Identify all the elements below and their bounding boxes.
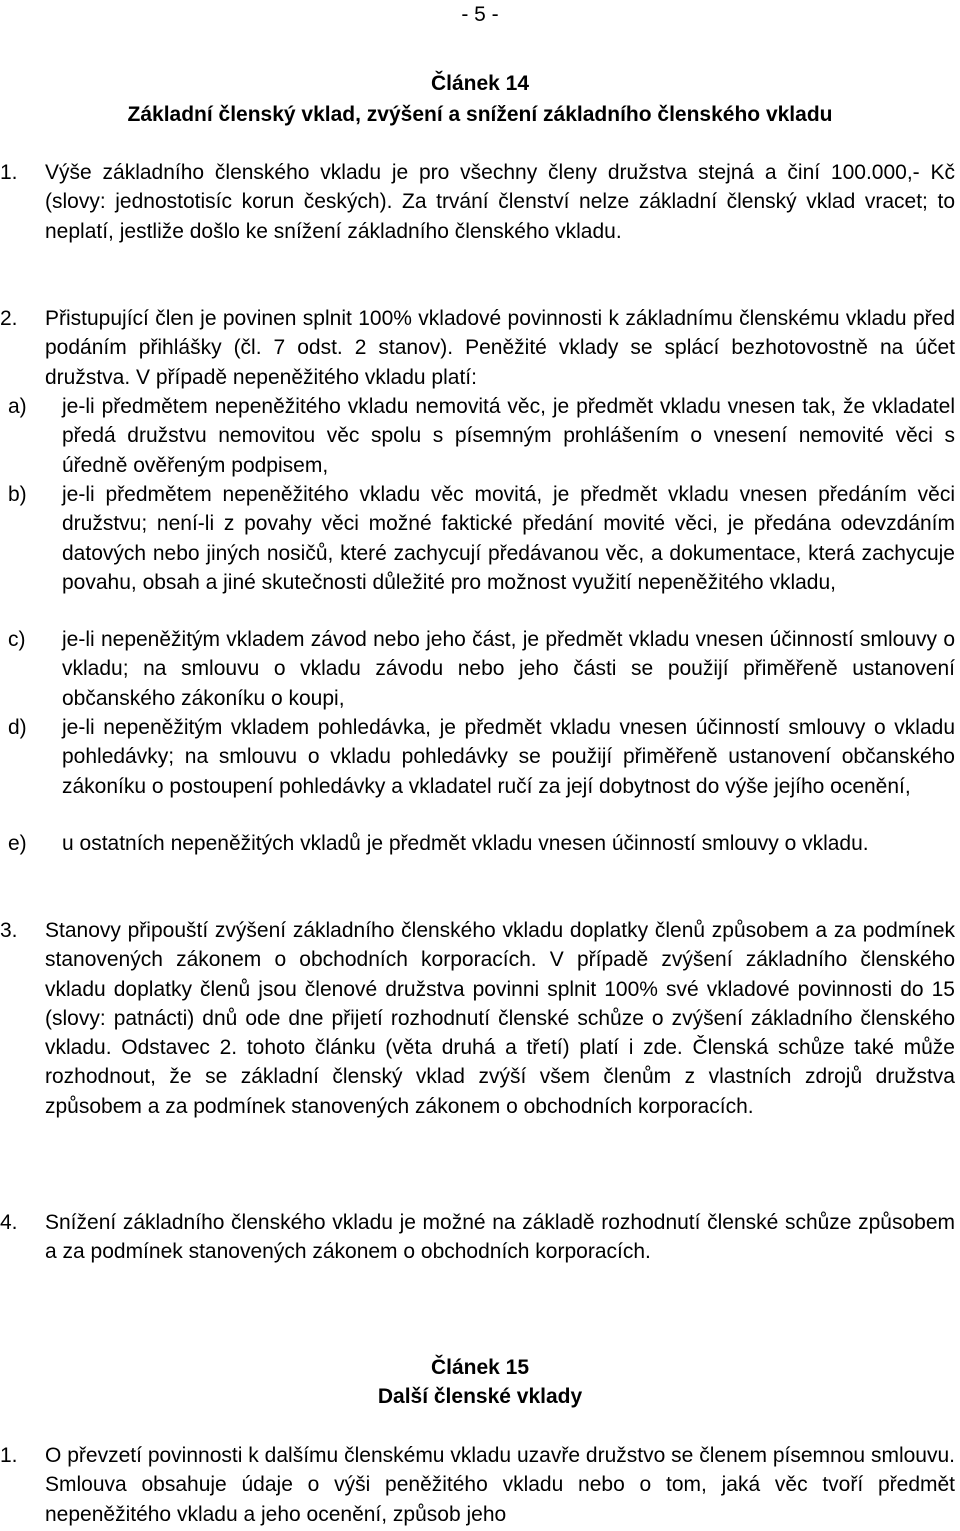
article-14-subtitle: Základní členský vklad, zvýšení a snížení základního členského vkladu xyxy=(127,103,833,126)
paragraph-text: Stanovy připouští zvýšení základního členského vkladu doplatky členů způsobem a za podmínek stanovených zákonem o obchodních korporacích. V případě zvýšení základního členského vkladu doplatky členů jsou členové družstva povinni splnit 100% své vkladové povinnosti do 15 (slovy: patnácti) dnů ode dne přijetí rozhodnutí členské schůze o zvýšení základního členského vkladu. Odstavec 2. tohoto článku (věta druhá a třetí) platí i zde. Členská schůze také může rozhodnout, že se základní členský vklad zvýší všem členům z vlastních zdrojů družstva způsobem a za podmínek stanovených zákonem o obchodních korporacích. xyxy=(45,919,955,1118)
page-number: - 5 - xyxy=(461,3,499,26)
article-14-title: Článek 14 xyxy=(430,72,530,95)
list-item-label: e) xyxy=(8,832,27,855)
list-item-label: a) xyxy=(8,395,27,418)
list-item-text: je-li předmětem nepeněžitého vkladu nemovitá věc, je předmět vkladu vnesen tak, že vkladatel předá družstvu nemovitou věc spolu s písemným prohlášením o vnesení nemovité věci s úředně ověřeným podpisem, xyxy=(62,395,955,477)
paragraph-text: Snížení základního členského vkladu je možné na základě rozhodnutí členské schůze způsobem a za podmínek stanovených zákonem o obchodních korporacích. xyxy=(45,1211,955,1264)
article-15-title: Článek 15 xyxy=(430,1356,530,1379)
list-item-label: b) xyxy=(8,483,27,506)
paragraph-text: Výše základního členského vkladu je pro všechny členy družstva stejná a činí 100.000,- Kč (slovy: jednostotisíc korun českých). Za trvání členství nelze základní členský vklad vracet; to neplatí, jestliže došlo ke snížení základního členského vkladu. xyxy=(45,161,955,243)
paragraph-number: 1. xyxy=(0,1444,18,1467)
list-item-text: je-li nepeněžitým vkladem závod nebo jeho část, je předmět vkladu vnesen účinností smlouvy o vkladu; na smlouvu o vkladu závodu nebo jeho části se použijí přiměřeně ustanovení občanského zákoníku o koupi, xyxy=(62,628,955,710)
paragraph-number: 1. xyxy=(0,161,18,184)
list-item-label: d) xyxy=(8,716,27,739)
article-15-subtitle: Další členské vklady xyxy=(377,1385,583,1408)
paragraph-text: Přistupující člen je povinen splnit 100% vkladové povinnosti k základnímu členskému vkladu před podáním přihlášky (čl. 7 odst. 2 stanov). Peněžité vklady se splácí bezhotovostně na účet družstva. V případě nepeněžitého vkladu platí: xyxy=(45,307,955,389)
paragraph-number: 4. xyxy=(0,1211,18,1234)
paragraph-number: 2. xyxy=(0,307,18,330)
list-item-label: c) xyxy=(8,628,26,651)
paragraph-number: 3. xyxy=(0,919,18,942)
list-item-text: je-li nepeněžitým vkladem pohledávka, je předmět vkladu vnesen účinností smlouvy o vkladu pohledávky; na smlouvu o vkladu pohledávky se použijí přiměřeně ustanovení občanského zákoníku o postoupení pohledávky a vkladatel ručí za její dobytnost do výše jejího ocenění, xyxy=(62,716,955,798)
paragraph-text: O převzetí povinnosti k dalšímu členskému vkladu uzavře družstvo se členem písemnou smlouvu. Smlouva obsahuje údaje o výši peněžitého vkladu nebo o tom, jaká věc tvoří předmět nepeněžitého vkladu a jeho ocenění, způsob jeho xyxy=(45,1444,955,1526)
list-item-text: je-li předmětem nepeněžitého vkladu věc movitá, je předmět vkladu vnesen předáním věci družstvu; není-li z povahy věci možné faktické předání movité věci, je předána odevzdáním datových nebo jiných nosičů, které zachycují předávanou věc, a dokumentace, která zachycuje povahu, obsah a jiné skutečnosti důležité pro možnost využití nepeněžitého vkladu, xyxy=(62,483,955,594)
list-item-text: u ostatních nepeněžitých vkladů je předmět vkladu vnesen účinností smlouvy o vkladu. xyxy=(62,832,869,855)
